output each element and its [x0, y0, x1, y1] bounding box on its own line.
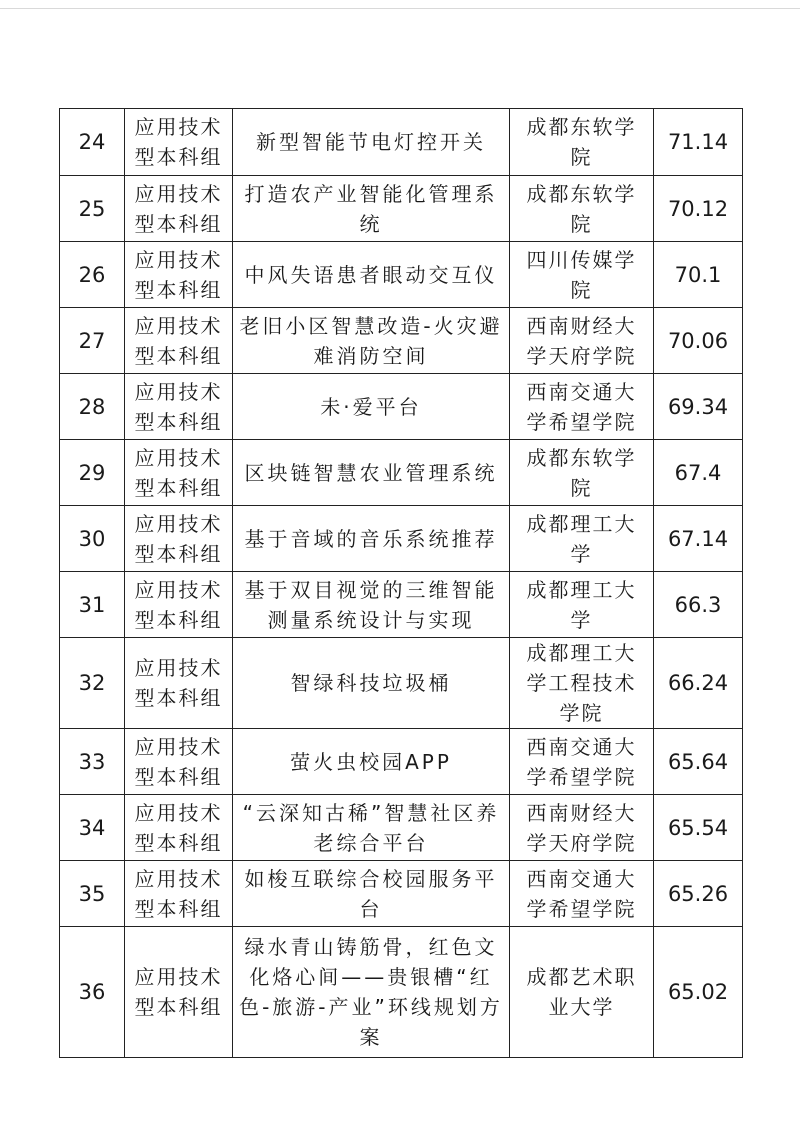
group-cell: 应用技术型本科组	[125, 242, 233, 308]
school-cell: 西南交通大学希望学院	[510, 374, 654, 440]
score-cell: 66.24	[654, 638, 743, 729]
group-cell: 应用技术型本科组	[125, 176, 233, 242]
table-row	[60, 440, 743, 506]
row-number: 33	[60, 729, 125, 795]
score-cell: 65.64	[654, 729, 743, 795]
row-number: 25	[60, 176, 125, 242]
row-number: 32	[60, 638, 125, 729]
table-row	[60, 109, 743, 176]
group-cell: 应用技术型本科组	[125, 506, 233, 572]
project-cell: 如梭互联综合校园服务平台	[233, 861, 510, 927]
school-cell: 成都理工大学	[510, 506, 654, 572]
score-cell: 70.12	[654, 176, 743, 242]
school-cell: 西南财经大学天府学院	[510, 308, 654, 374]
school-cell: 成都理工大学工程技术学院	[510, 638, 654, 729]
table-row	[60, 795, 743, 861]
table-row	[60, 176, 743, 242]
group-cell: 应用技术型本科组	[125, 374, 233, 440]
row-number: 31	[60, 572, 125, 638]
group-cell: 应用技术型本科组	[125, 795, 233, 861]
row-number: 34	[60, 795, 125, 861]
score-cell: 65.26	[654, 861, 743, 927]
score-cell: 71.14	[654, 109, 743, 176]
table-row	[60, 242, 743, 308]
table-row	[60, 572, 743, 638]
project-cell: 未·爱平台	[233, 374, 510, 440]
score-cell: 66.3	[654, 572, 743, 638]
score-cell: 67.14	[654, 506, 743, 572]
group-cell: 应用技术型本科组	[125, 861, 233, 927]
group-cell: 应用技术型本科组	[125, 638, 233, 729]
project-cell: 绿水青山铸筋骨，红色文化烙心间——贵银槽“红色-旅游-产业”环线规划方案	[233, 927, 510, 1058]
row-number: 28	[60, 374, 125, 440]
table-row	[60, 638, 743, 729]
group-cell: 应用技术型本科组	[125, 729, 233, 795]
row-number: 36	[60, 927, 125, 1058]
table-row	[60, 861, 743, 927]
row-number: 24	[60, 109, 125, 176]
project-cell: 基于音域的音乐系统推荐	[233, 506, 510, 572]
table-row	[60, 729, 743, 795]
results-table	[59, 108, 743, 1058]
row-number: 27	[60, 308, 125, 374]
group-cell: 应用技术型本科组	[125, 927, 233, 1058]
project-cell: 中风失语患者眼动交互仪	[233, 242, 510, 308]
score-cell: 65.54	[654, 795, 743, 861]
row-number: 30	[60, 506, 125, 572]
table-row	[60, 927, 743, 1058]
school-cell: 成都东软学院	[510, 176, 654, 242]
project-cell: 智绿科技垃圾桶	[233, 638, 510, 729]
project-cell: 新型智能节电灯控开关	[233, 109, 510, 176]
group-cell: 应用技术型本科组	[125, 109, 233, 176]
project-cell: 萤火虫校园APP	[233, 729, 510, 795]
score-cell: 70.1	[654, 242, 743, 308]
project-cell: 打造农产业智能化管理系统	[233, 176, 510, 242]
school-cell: 成都艺术职业大学	[510, 927, 654, 1058]
group-cell: 应用技术型本科组	[125, 572, 233, 638]
row-number: 26	[60, 242, 125, 308]
group-cell: 应用技术型本科组	[125, 440, 233, 506]
score-cell: 70.06	[654, 308, 743, 374]
school-cell: 成都理工大学	[510, 572, 654, 638]
score-cell: 67.4	[654, 440, 743, 506]
project-cell: 区块链智慧农业管理系统	[233, 440, 510, 506]
school-cell: 西南财经大学天府学院	[510, 795, 654, 861]
group-cell: 应用技术型本科组	[125, 308, 233, 374]
school-cell: 成都东软学院	[510, 109, 654, 176]
score-cell: 69.34	[654, 374, 743, 440]
school-cell: 成都东软学院	[510, 440, 654, 506]
table-row	[60, 374, 743, 440]
school-cell: 西南交通大学希望学院	[510, 861, 654, 927]
project-cell: 老旧小区智慧改造-火灾避难消防空间	[233, 308, 510, 374]
page-top-rule	[0, 8, 800, 9]
school-cell: 西南交通大学希望学院	[510, 729, 654, 795]
project-cell: “云深知古稀”智慧社区养老综合平台	[233, 795, 510, 861]
table-row	[60, 308, 743, 374]
project-cell: 基于双目视觉的三维智能测量系统设计与实现	[233, 572, 510, 638]
score-cell: 65.02	[654, 927, 743, 1058]
school-cell: 四川传媒学院	[510, 242, 654, 308]
row-number: 29	[60, 440, 125, 506]
table-row	[60, 506, 743, 572]
row-number: 35	[60, 861, 125, 927]
